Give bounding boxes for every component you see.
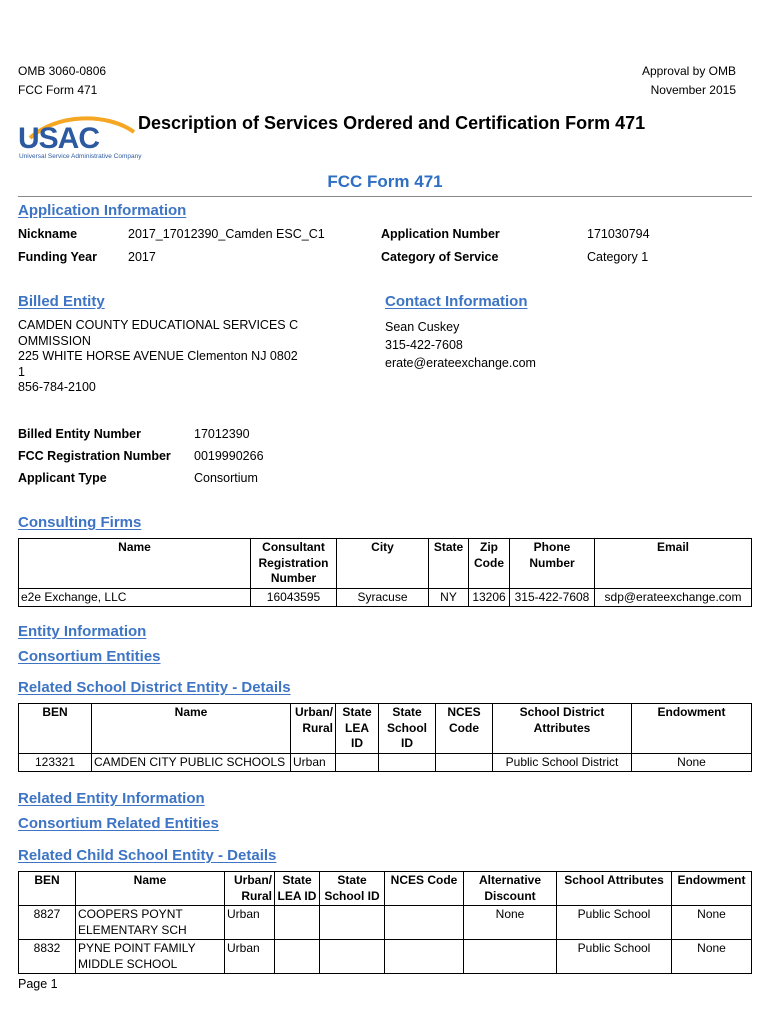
app-number-value: 171030794 — [587, 227, 650, 241]
cell-school-attrs: Public School — [557, 940, 672, 974]
table-header-row — [19, 872, 752, 906]
form-number: FCC Form 471 — [18, 83, 98, 97]
billed-entity-heading: Billed Entity — [18, 293, 105, 310]
cell-alt-discount — [464, 940, 557, 974]
billed-line: 225 WHITE HORSE AVENUE Clementon NJ 0802 — [18, 349, 298, 363]
district-heading: Related School District Entity - Details — [18, 679, 291, 696]
cell-alt-discount: None — [464, 906, 557, 940]
contact-name: Sean Cuskey — [385, 320, 460, 334]
cell-ben: 8832 — [19, 940, 76, 974]
table-row — [19, 753, 752, 772]
col-school-attrs: School Attributes — [557, 872, 672, 906]
table-row — [19, 906, 752, 940]
cell-state-school — [379, 753, 436, 772]
cell-zip: 13206 — [469, 588, 510, 607]
fcc-reg-label: FCC Registration Number — [18, 449, 171, 463]
table-row — [19, 588, 752, 607]
app-number-label: Application Number — [381, 227, 500, 241]
form-title: FCC Form 471 — [327, 172, 443, 191]
col-state: State — [429, 539, 469, 589]
cell-nces — [385, 906, 464, 940]
col-state-lea: State LEA ID — [336, 704, 379, 754]
child-heading: Related Child School Entity - Details — [18, 847, 277, 864]
related-entity-info-heading: Related Entity Information — [18, 790, 205, 807]
col-state-school: State School ID — [320, 872, 385, 906]
omb-number: OMB 3060-0806 — [18, 64, 107, 78]
col-consultant-reg: Consultant Registration Number — [251, 539, 337, 589]
col-ben: BEN — [19, 872, 76, 906]
cell-city: Syracuse — [337, 588, 429, 607]
funding-year-value: 2017 — [128, 250, 156, 264]
col-alt-discount: Alternative Discount — [464, 872, 557, 906]
nickname-value: 2017_17012390_Camden ESC_C1 — [128, 227, 325, 241]
cell-urban-rural: Urban — [291, 753, 336, 772]
col-state-school: State School ID — [379, 704, 436, 754]
table-header-row — [19, 704, 752, 754]
applicant-type-label: Applicant Type — [18, 471, 107, 485]
application-info-heading: Application Information — [18, 202, 187, 219]
col-nces: NCES Code — [385, 872, 464, 906]
category-value: Category 1 — [587, 250, 649, 264]
logo-subtext: Universal Service Administrative Company — [19, 153, 142, 160]
entity-info-heading: Entity Information — [18, 623, 147, 640]
page-title: Description of Services Ordered and Certification Form 471 — [138, 113, 646, 133]
nickname-label: Nickname — [18, 227, 78, 241]
table-header-row — [19, 539, 752, 589]
cell-name: PYNE POINT FAMILY MIDDLE SCHOOL — [76, 940, 225, 974]
page-number: Page 1 — [18, 977, 58, 991]
cell-name: e2e Exchange, LLC — [19, 588, 251, 607]
col-name: Name — [76, 872, 225, 906]
col-phone: Phone Number — [510, 539, 595, 589]
cell-consultant-reg: 16043595 — [251, 588, 337, 607]
cell-district-attrs: Public School District — [493, 753, 632, 772]
billed-line: OMMISSION — [18, 333, 91, 348]
funding-year-label: Funding Year — [18, 250, 97, 264]
billed-line: 1 — [18, 364, 25, 379]
cell-state-lea — [275, 906, 320, 940]
col-nces: NCES Code — [436, 704, 493, 754]
billed-entity-address — [18, 318, 298, 396]
cell-email: sdp@erateexchange.com — [595, 588, 752, 607]
billed-line: CAMDEN COUNTY EDUCATIONAL SERVICES C — [18, 318, 299, 332]
consulting-firms-heading: Consulting Firms — [18, 514, 142, 531]
consortium-entities-heading: Consortium Entities — [18, 648, 161, 665]
cell-name: COOPERS POYNT ELEMENTARY SCH — [76, 906, 225, 940]
district-table — [18, 703, 752, 772]
cell-endowment: None — [672, 906, 752, 940]
col-state-lea: State LEA ID — [275, 872, 320, 906]
cell-ben: 8827 — [19, 906, 76, 940]
cell-nces — [385, 940, 464, 974]
col-ben: BEN — [19, 704, 92, 754]
table-row — [19, 940, 752, 974]
contact-info-heading: Contact Information — [385, 293, 528, 310]
cell-state: NY — [429, 588, 469, 607]
category-label: Category of Service — [381, 250, 499, 264]
col-endowment: Endowment — [672, 872, 752, 906]
cell-school-attrs: Public School — [557, 906, 672, 940]
approval-date: November 2015 — [650, 83, 736, 97]
col-email: Email — [595, 539, 752, 589]
col-name: Name — [92, 704, 291, 754]
col-urban-rural: Urban/ Rural — [225, 872, 275, 906]
ben-label: Billed Entity Number — [18, 427, 141, 441]
col-zip: Zip Code — [469, 539, 510, 589]
cell-state-lea — [275, 940, 320, 974]
consortium-related-heading: Consortium Related Entities — [18, 815, 219, 832]
col-name: Name — [19, 539, 251, 589]
cell-state-lea — [336, 753, 379, 772]
cell-endowment: None — [672, 940, 752, 974]
logo-text: USAC — [18, 122, 100, 155]
billed-line: 856-784-2100 — [18, 380, 96, 394]
ben-value: 17012390 — [194, 427, 250, 441]
title-divider — [18, 196, 752, 197]
fcc-reg-value: 0019990266 — [194, 449, 264, 463]
cell-name: CAMDEN CITY PUBLIC SCHOOLS — [92, 753, 291, 772]
cell-state-school — [320, 940, 385, 974]
cell-urban-rural: Urban — [225, 906, 275, 940]
cell-endowment: None — [632, 753, 752, 772]
child-table — [18, 871, 752, 974]
col-city: City — [337, 539, 429, 589]
col-district-attrs: School District Attributes — [493, 704, 632, 754]
usac-logo — [16, 112, 142, 162]
approval-text: Approval by OMB — [641, 64, 736, 78]
cell-ben: 123321 — [19, 753, 92, 772]
applicant-type-value: Consortium — [194, 471, 258, 485]
col-urban-rural: Urban/ Rural — [291, 704, 336, 754]
contact-block — [385, 318, 536, 372]
cell-state-school — [320, 906, 385, 940]
cell-urban-rural: Urban — [225, 940, 275, 974]
cell-nces — [436, 753, 493, 772]
consulting-firms-table — [18, 538, 752, 607]
col-endowment: Endowment — [632, 704, 752, 754]
cell-phone: 315-422-7608 — [510, 588, 595, 607]
contact-phone: 315-422-7608 — [385, 338, 463, 352]
contact-email: erate@erateexchange.com — [385, 356, 536, 370]
